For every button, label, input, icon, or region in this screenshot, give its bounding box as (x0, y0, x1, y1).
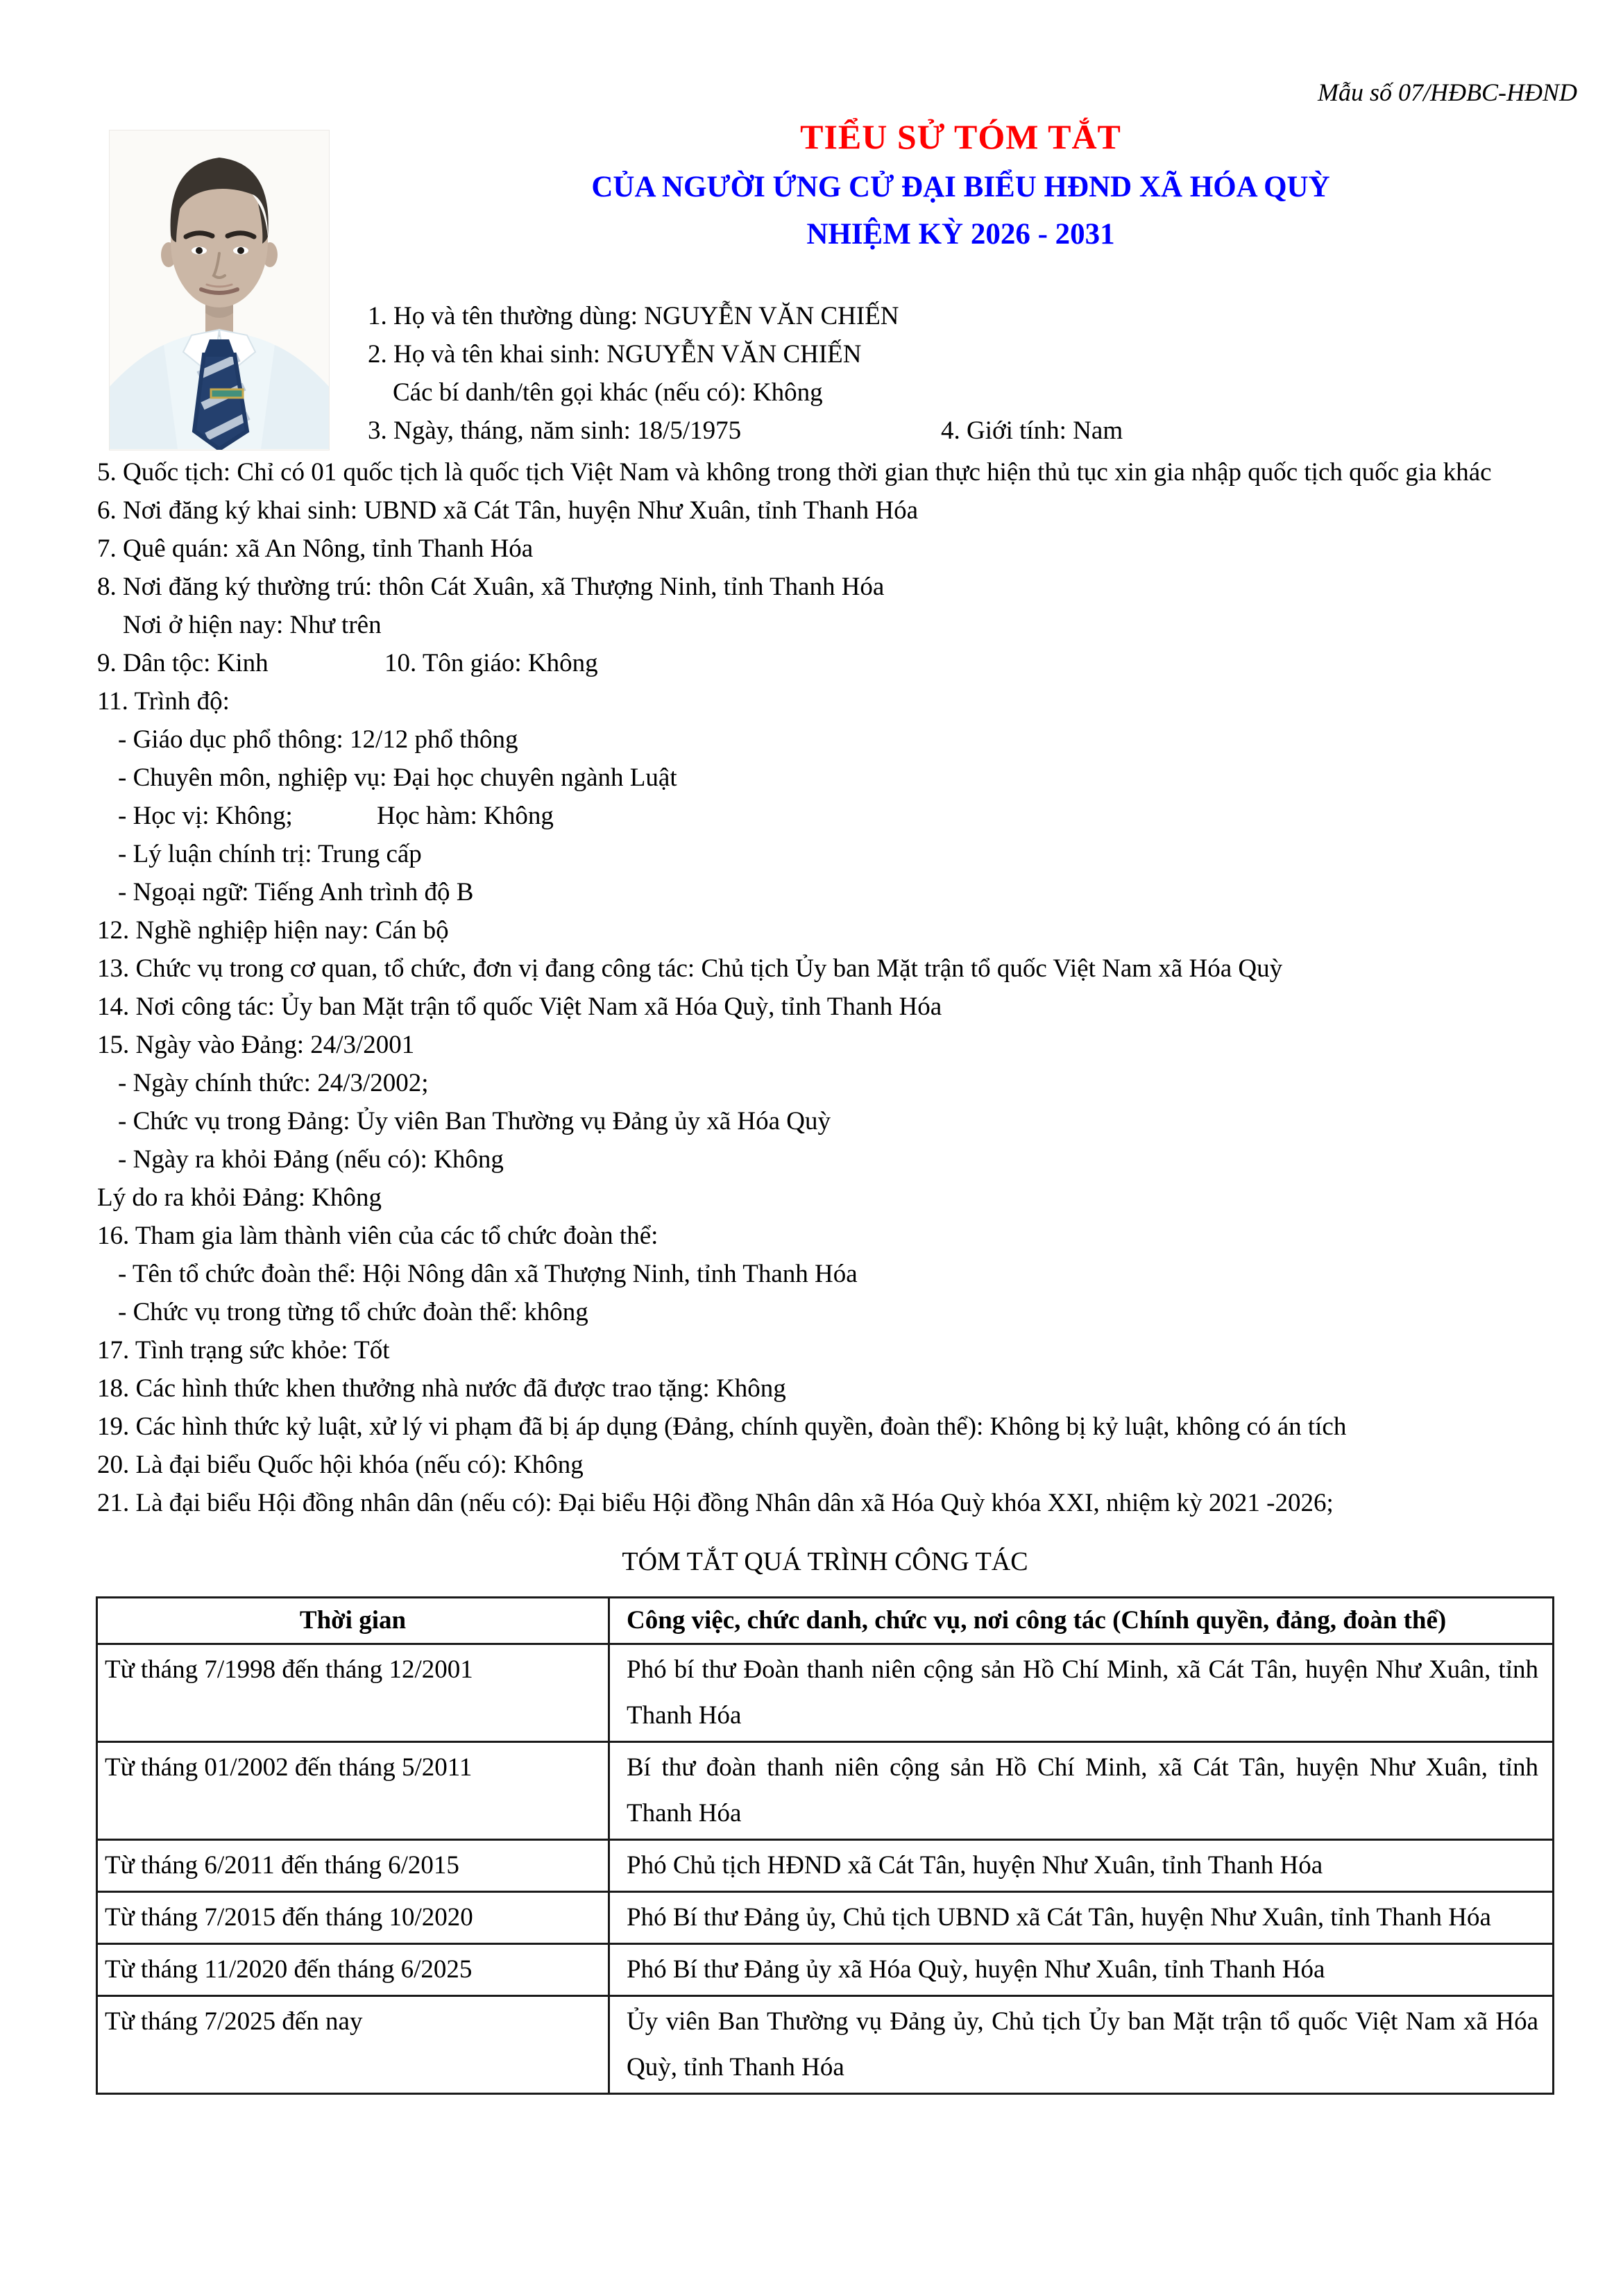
cell-job: Phó bí thư Đoàn thanh niên cộng sản Hồ Chí Minh, xã Cát Tân, huyện Như Xuân, tỉnh Thanh Hóa (609, 1644, 1554, 1742)
field-foreign-language: - Ngoại ngữ: Tiếng Anh trình độ B (118, 878, 474, 906)
career-table-header-row (97, 1598, 1554, 1644)
table-row (97, 1644, 1554, 1742)
cell-job: Phó Bí thư Đảng ủy, Chủ tịch UBND xã Cát Tân, huyện Như Xuân, tỉnh Thanh Hóa (609, 1892, 1554, 1944)
document-header (341, 117, 1580, 254)
field-peoples-council: 21. Là đại biểu Hội đồng nhân dân (nếu có): Đại biểu Hội đồng Nhân dân xã Hóa Quỳ khóa XXI, nhiệm kỳ 2021 -2026; (97, 1489, 1334, 1517)
personal-info-block (368, 297, 1595, 450)
table-row (97, 1996, 1554, 2094)
field-permanent-residence: 8. Nơi đăng ký thường trú: thôn Cát Xuân, xã Thượng Ninh, tỉnh Thanh Hóa (97, 573, 885, 601)
field-discipline: 19. Các hình thức kỷ luật, xử lý vi phạm đã bị áp dụng (Đảng, chính quyền, đoàn thể): Không bị kỷ luật, không có án tích (97, 1412, 1347, 1441)
cell-job: Phó Chủ tịch HĐND xã Cát Tân, huyện Như Xuân, tỉnh Thanh Hóa (609, 1840, 1554, 1892)
field-birth-name: 2. Họ và tên khai sinh: NGUYỄN VĂN CHIẾN (368, 340, 862, 369)
field-education-heading: 11. Trình độ: (97, 687, 230, 716)
cell-job: Bí thư đoàn thanh niên cộng sản Hồ Chí Minh, xã Cát Tân, huyện Như Xuân, tỉnh Thanh Hóa (609, 1742, 1554, 1840)
field-religion: 10. Tôn giáo: Không (384, 649, 598, 677)
field-workplace: 14. Nơi công tác: Ủy ban Mặt trận tổ quốc Việt Nam xã Hóa Quỳ, tỉnh Thanh Hóa (97, 993, 942, 1021)
field-gender: 4. Giới tính: Nam (941, 416, 1123, 445)
field-party-position: - Chức vụ trong Đảng: Ủy viên Ban Thường vụ Đảng ủy xã Hóa Quỳ (118, 1107, 831, 1136)
field-aliases: Các bí danh/tên gọi khác (nếu có): Không (393, 378, 823, 407)
field-current-residence: Nơi ở hiện nay: Như trên (123, 611, 382, 639)
field-dob: 3. Ngày, tháng, năm sinh: 18/5/1975 (368, 416, 742, 445)
page-term: NHIỆM KỲ 2026 - 2031 (806, 218, 1115, 251)
field-current-position: 13. Chức vụ trong cơ quan, tổ chức, đơn vị đang công tác: Chủ tịch Ủy ban Mặt trận tổ quốc Việt Nam xã Hóa Quỳ (97, 954, 1283, 983)
field-ethnicity: 9. Dân tộc: Kinh (97, 649, 269, 677)
cell-time: Từ tháng 7/2015 đến tháng 10/2020 (97, 1892, 609, 1944)
table-row (97, 1840, 1554, 1892)
field-dob-gender (368, 412, 1595, 450)
field-hometown: 7. Quê quán: xã An Nông, tỉnh Thanh Hóa (97, 534, 534, 563)
cell-time: Từ tháng 7/2025 đến nay (97, 1996, 609, 2094)
field-degree-title (97, 797, 1595, 835)
field-degree: - Học vị: Không; (118, 802, 293, 830)
field-organization-name: - Tên tổ chức đoàn thể: Hội Nông dân xã Thượng Ninh, tỉnh Thanh Hóa (118, 1260, 858, 1288)
cell-time: Từ tháng 6/2011 đến tháng 6/2015 (97, 1840, 609, 1892)
field-party-join-date: 15. Ngày vào Đảng: 24/3/2001 (97, 1031, 415, 1059)
column-header-time: Thời gian (97, 1598, 609, 1644)
portrait-photo (110, 130, 329, 450)
field-organizations-heading: 16. Tham gia làm thành viên của các tổ chức đoàn thể: (97, 1222, 658, 1250)
field-occupation: 12. Nghề nghiệp hiện nay: Cán bộ (97, 916, 449, 945)
cell-time: Từ tháng 01/2002 đến tháng 5/2011 (97, 1742, 609, 1840)
career-section-heading: TÓM TẮT QUÁ TRÌNH CÔNG TÁC (622, 1547, 1028, 1576)
field-academic-title: Học hàm: Không (377, 802, 554, 830)
field-political-theory: - Lý luận chính trị: Trung cấp (118, 840, 422, 868)
cell-job: Phó Bí thư Đảng ủy xã Hóa Quỳ, huyện Như Xuân, tỉnh Thanh Hóa (609, 1944, 1554, 1996)
field-nationality: 5. Quốc tịch: Chỉ có 01 quốc tịch là quốc tịch Việt Nam và không trong thời gian thực hiện thủ tục xin gia nhập quốc tịch quốc gia khác (97, 458, 1492, 487)
field-national-assembly: 20. Là đại biểu Quốc hội khóa (nếu có): Không (97, 1451, 584, 1479)
page-title: TIỂU SỬ TÓM TẮT (800, 117, 1121, 156)
form-number: Mẫu số 07/HĐBC-HĐND (1318, 78, 1577, 106)
field-common-name: 1. Họ và tên thường dùng: NGUYỄN VĂN CHIẾN (368, 302, 899, 330)
field-party-leave-reason: Lý do ra khỏi Đảng: Không (97, 1183, 382, 1212)
field-ethnicity-religion (97, 644, 1595, 682)
field-party-official-date: - Ngày chính thức: 24/3/2002; (118, 1069, 429, 1097)
detail-list (97, 453, 1595, 1522)
field-professional-education: - Chuyên môn, nghiệp vụ: Đại học chuyên ngành Luật (118, 763, 677, 792)
field-awards: 18. Các hình thức khen thưởng nhà nước đã được trao tặng: Không (97, 1374, 786, 1403)
field-general-education: - Giáo dục phổ thông: 12/12 phổ thông (118, 725, 518, 754)
field-birth-registration: 6. Nơi đăng ký khai sinh: UBND xã Cát Tân, huyện Như Xuân, tỉnh Thanh Hóa (97, 496, 919, 525)
page-subtitle: CỦA NGƯỜI ỨNG CỬ ĐẠI BIỂU HĐND XÃ HÓA QUỲ (591, 171, 1330, 203)
table-row (97, 1742, 1554, 1840)
field-party-leave-date: - Ngày ra khỏi Đảng (nếu có): Không (118, 1145, 504, 1174)
table-row (97, 1944, 1554, 1996)
field-organization-position: - Chức vụ trong từng tổ chức đoàn thể: không (118, 1298, 588, 1326)
career-table (96, 1596, 1554, 2095)
cell-time: Từ tháng 7/1998 đến tháng 12/2001 (97, 1644, 609, 1742)
portrait-photo-illustration (110, 130, 329, 450)
cell-time: Từ tháng 11/2020 đến tháng 6/2025 (97, 1944, 609, 1996)
column-header-job: Công việc, chức danh, chức vụ, nơi công tác (Chính quyền, đảng, đoàn thể) (609, 1598, 1554, 1644)
table-row (97, 1892, 1554, 1944)
cell-job: Ủy viên Ban Thường vụ Đảng ủy, Chủ tịch Ủy ban Mặt trận tổ quốc Việt Nam xã Hóa Quỳ, tỉnh Thanh Hóa (609, 1996, 1554, 2094)
field-health: 17. Tình trạng sức khỏe: Tốt (97, 1336, 390, 1365)
